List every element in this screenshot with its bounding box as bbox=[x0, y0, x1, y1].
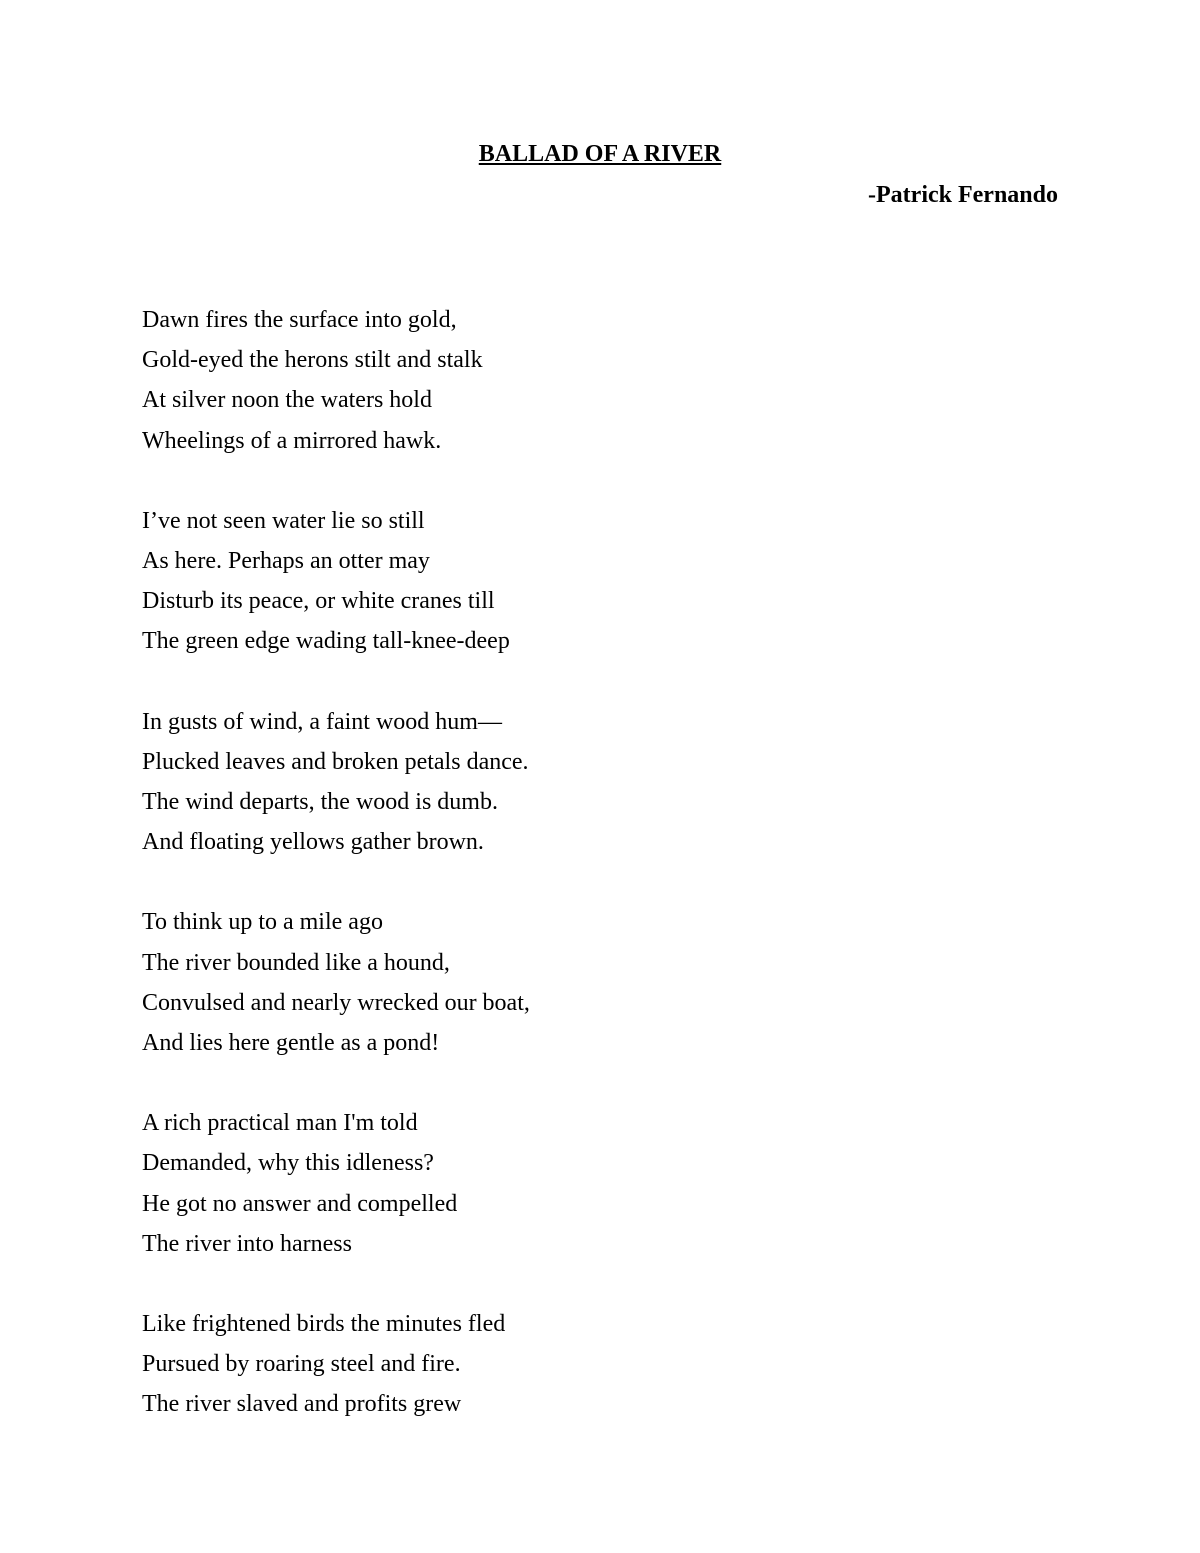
poem-line: As here. Perhaps an otter may bbox=[142, 548, 430, 575]
poem-line: And floating yellows gather brown. bbox=[142, 829, 484, 856]
poem-line: Wheelings of a mirrored hawk. bbox=[142, 427, 442, 454]
poem-author: -Patrick Fernando bbox=[868, 182, 1058, 208]
poem-line: Disturb its peace, or white cranes till bbox=[142, 588, 495, 615]
poem-line: At silver noon the waters hold bbox=[142, 387, 432, 414]
poem-line: Like frightened birds the minutes fled bbox=[142, 1311, 506, 1338]
poem-line: The river slaved and profits grew bbox=[142, 1391, 462, 1418]
poem-line: The green edge wading tall-knee-deep bbox=[142, 628, 510, 655]
poem-line: The river into harness bbox=[142, 1230, 352, 1257]
poem-body bbox=[142, 300, 1042, 1465]
stanza-5 bbox=[142, 1103, 1042, 1264]
poem-line: Plucked leaves and broken petals dance. bbox=[142, 748, 529, 775]
poem-line: The wind departs, the wood is dumb. bbox=[142, 789, 498, 816]
poem-line: I’ve not seen water lie so still bbox=[142, 507, 425, 534]
poem-line: Gold-eyed the herons stilt and stalk bbox=[142, 347, 483, 374]
poem-line: Dawn fires the surface into gold, bbox=[142, 307, 457, 333]
poem-line: Pursued by roaring steel and fire. bbox=[142, 1351, 461, 1378]
poem-line: He got no answer and compelled bbox=[142, 1190, 458, 1217]
stanza-1 bbox=[142, 300, 1042, 461]
poem-line: In gusts of wind, a faint wood hum— bbox=[142, 708, 502, 735]
poem-line: Convulsed and nearly wrecked our boat, bbox=[142, 989, 530, 1016]
stanza-3 bbox=[142, 702, 1042, 863]
poem-line: And lies here gentle as a pond! bbox=[142, 1030, 440, 1057]
poem-line: A rich practical man I'm told bbox=[142, 1110, 418, 1137]
poem-line: To think up to a mile ago bbox=[142, 909, 383, 936]
poem-title: BALLAD OF A RIVER bbox=[478, 141, 722, 167]
stanza-6 bbox=[142, 1304, 1042, 1425]
stanza-2 bbox=[142, 501, 1042, 662]
stanza-4 bbox=[142, 902, 1042, 1063]
poem-line: The river bounded like a hound, bbox=[142, 949, 450, 976]
poem-line: Demanded, why this idleness? bbox=[142, 1150, 434, 1177]
